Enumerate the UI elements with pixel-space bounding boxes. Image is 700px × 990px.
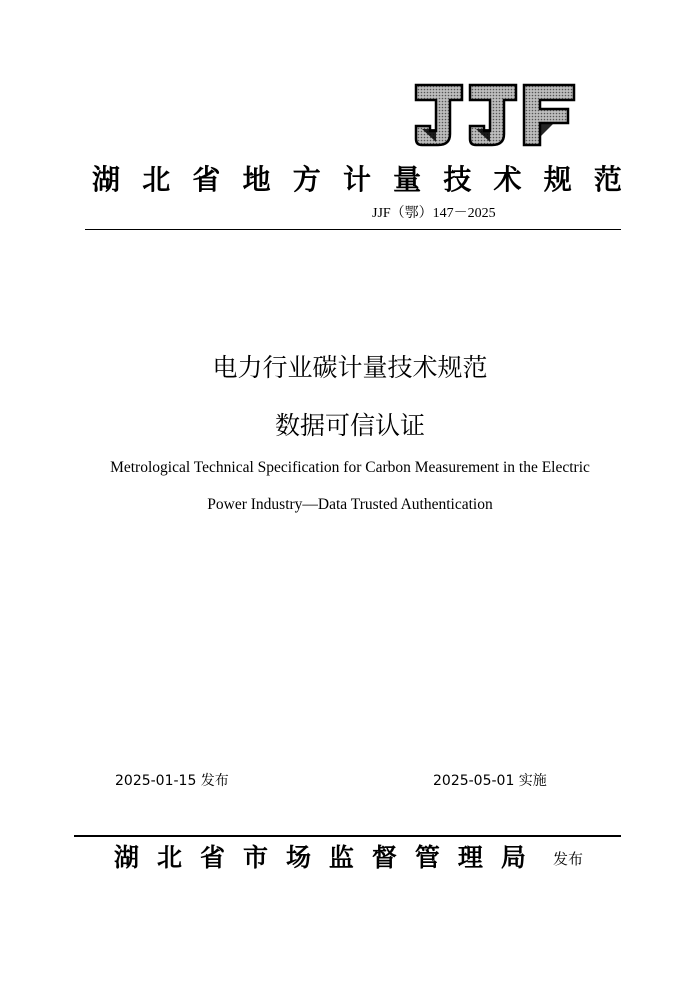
header-title-char: 湖: [92, 163, 121, 196]
issuer-char: 管: [414, 843, 440, 872]
issuer-char: 市: [242, 843, 268, 872]
header-title-char: 计: [342, 163, 371, 196]
title-english-line1: Metrological Technical Specification for Carbon Measurement in the Electric: [110, 459, 590, 476]
issuer-char: 局: [500, 843, 526, 872]
header-title-char: 技: [443, 163, 472, 196]
header-title-char: 省: [192, 163, 221, 196]
issuer-name: [114, 838, 526, 874]
header-title-char: 北: [142, 163, 171, 196]
header-title-char: 规: [543, 163, 572, 196]
bottom-divider: [74, 835, 621, 837]
title-english-line2: Power Industry—Data Trusted Authentication: [207, 496, 493, 513]
header-title: [92, 156, 622, 200]
issuer-char: 北: [156, 843, 182, 872]
top-divider: [85, 229, 621, 230]
issuer-char: 监: [328, 843, 354, 872]
issued-label: 发布: [553, 850, 584, 868]
standard-number: JJF（鄂）147－2025: [372, 206, 496, 221]
header-title-char: 方: [292, 163, 321, 196]
implementation-date: 2025-05-01 实施: [433, 773, 547, 789]
issue-date: 2025-01-15 发布: [115, 773, 229, 789]
jjf-logo: [414, 82, 576, 148]
issuer-char: 理: [457, 843, 483, 872]
header-title-char: 量: [393, 163, 422, 196]
issuer-char: 场: [285, 843, 311, 872]
issuer-char: 湖: [114, 843, 140, 872]
header-title-char: 范: [593, 163, 622, 196]
issuer-char: 督: [371, 843, 397, 872]
title-chinese-line1: 电力行业碳计量技术规范: [212, 353, 488, 382]
title-chinese-line2: 数据可信认证: [274, 411, 425, 440]
header-title-char: 地: [242, 163, 271, 196]
issuer-char: 省: [199, 843, 225, 872]
header-title-char: 术: [493, 163, 522, 196]
